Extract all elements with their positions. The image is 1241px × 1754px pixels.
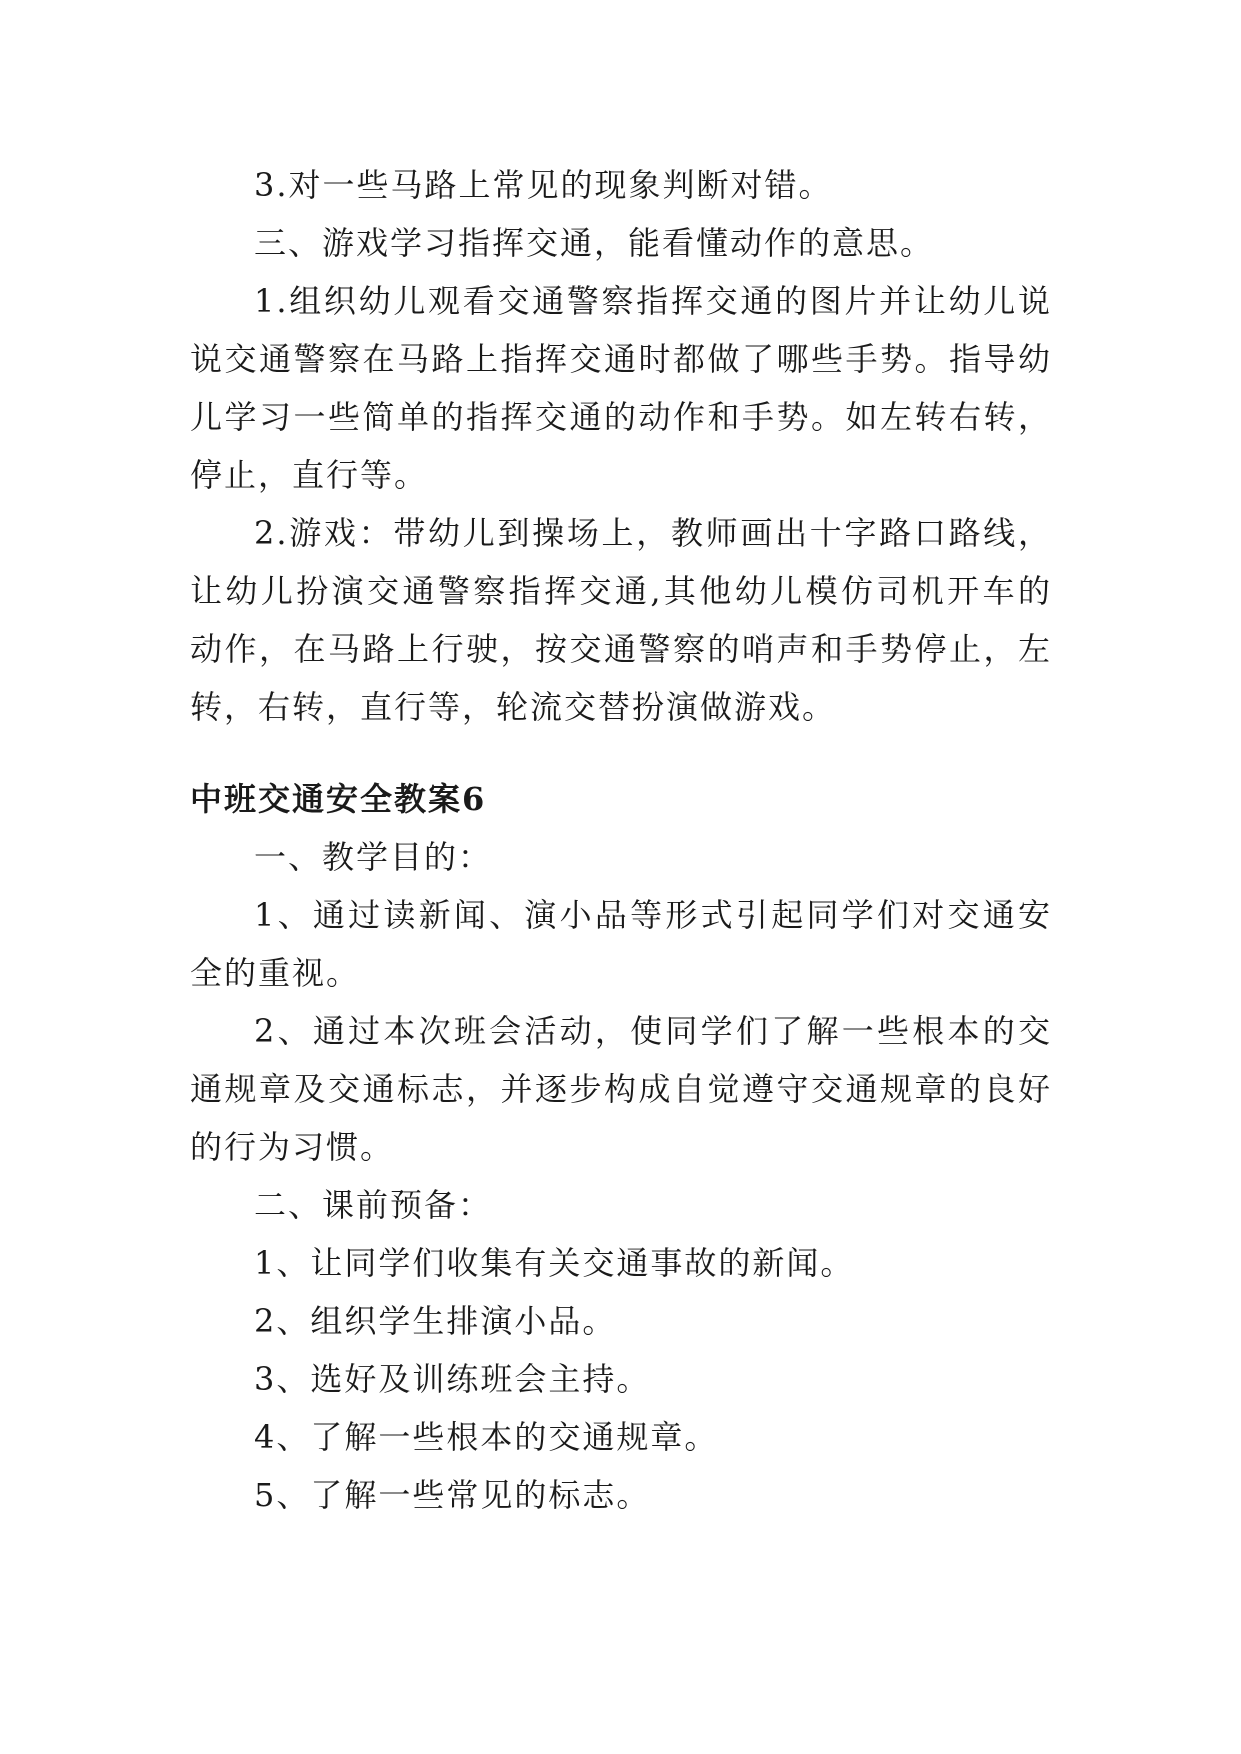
paragraph: 4、了解一些根本的交通规章。 (254, 1418, 719, 1456)
paragraph: 2、组织学生排演小品。 (254, 1302, 617, 1340)
paragraph: 1、让同学们收集有关交通事故的新闻。 (254, 1244, 855, 1282)
paragraph: 2.游戏：带幼儿到操场上，教师画出十字路口路线，让幼儿扮演交通警察指挥交通,其他幼儿模仿司机开车的动作，在马路上行驶，按交通警察的哨声和手势停止，左转，右转，直行等，轮流交替扮演做游戏。 (190, 514, 1052, 726)
paragraph: 1.组织幼儿观看交通警察指挥交通的图片并让幼儿说说交通警察在马路上指挥交通时都做了哪些手势。指导幼儿学习一些简单的指挥交通的动作和手势。如左转右转，停止，直行等。 (190, 282, 1052, 494)
paragraph: 二、课前预备： (254, 1186, 493, 1224)
paragraph: 一、教学目的： (254, 838, 493, 876)
section-title: 中班交通安全教案6 (190, 780, 487, 818)
paragraph: 3.对一些马路上常见的现象判断对错。 (254, 166, 833, 204)
paragraph: 2、通过本次班会活动，使同学们了解一些根本的交通规章及交通标志，并逐步构成自觉遵守交通规章的良好的行为习惯。 (190, 1012, 1052, 1166)
paragraph: 5、了解一些常见的标志。 (254, 1476, 651, 1514)
paragraph: 3、选好及训练班会主持。 (254, 1360, 651, 1398)
paragraph: 三、游戏学习指挥交通，能看懂动作的意思。 (254, 224, 935, 262)
paragraph: 1、通过读新闻、演小品等形式引起同学们对交通安全的重视。 (190, 896, 1052, 992)
